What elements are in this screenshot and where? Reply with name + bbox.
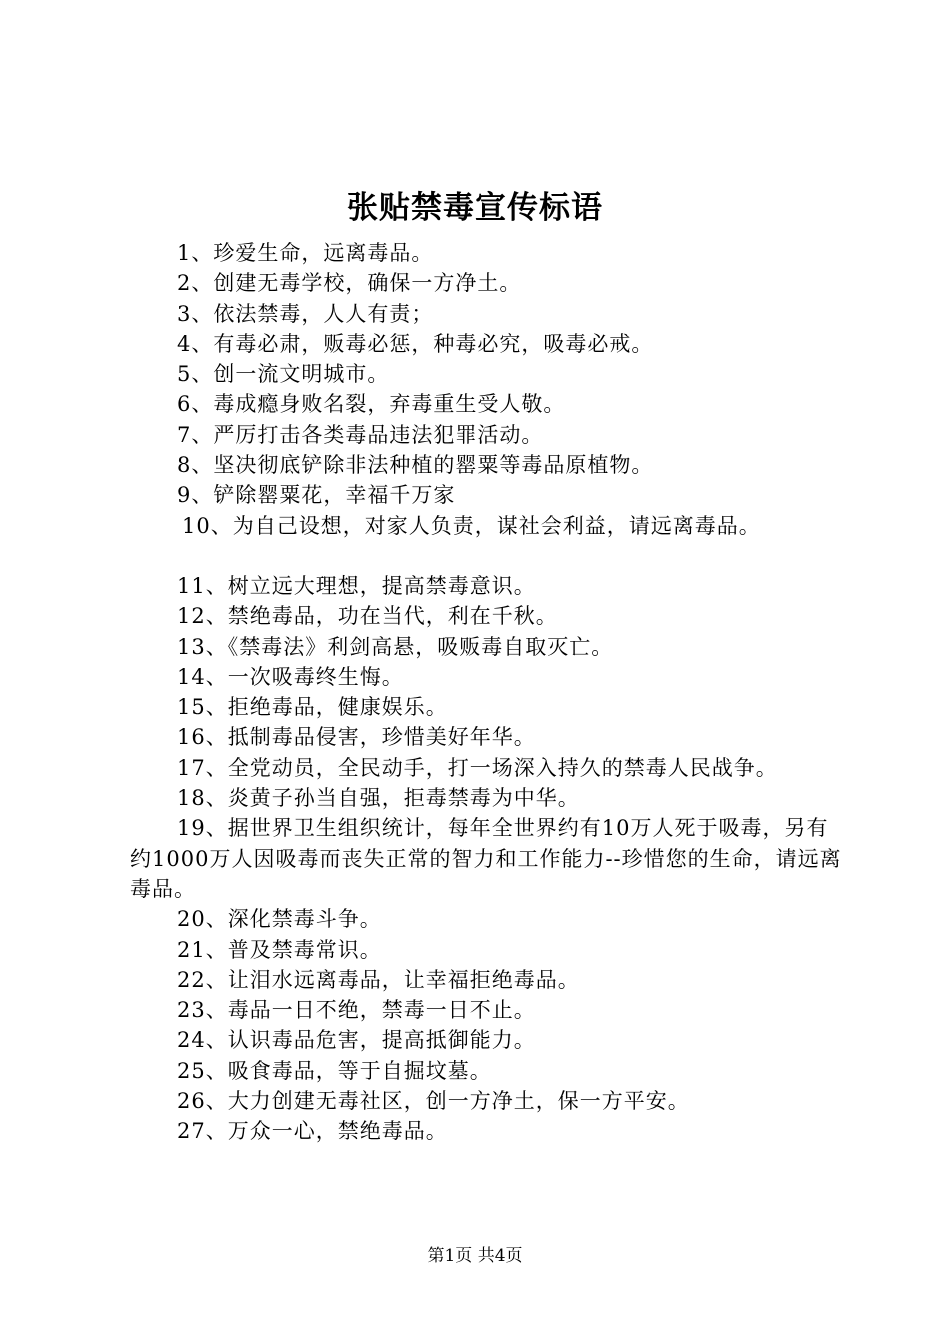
slogan-item: 25、吸食毒品，等于自掘坟墓。 <box>177 1058 492 1083</box>
slogan-item: 12、禁绝毒品，功在当代，利在千秋。 <box>177 604 558 629</box>
slogan-item: 17、全党动员，全民动手，打一场深入持久的禁毒人民战争。 <box>177 755 778 780</box>
slogan-item: 16、抵制毒品侵害，珍惜美好年华。 <box>177 725 536 750</box>
page-indicator: 第1页 共4页 <box>427 1246 523 1266</box>
slogan-item: 10、为自己设想，对家人负责，谋社会利益，请远离毒品。 <box>182 513 761 538</box>
slogan-item: 7、严厉打击各类毒品违法犯罪活动。 <box>177 422 544 447</box>
slogan-item: 9、铲除罂粟花，幸福千万家 <box>177 483 456 508</box>
slogan-item: 18、炎黄子孙当自强，拒毒禁毒为中华。 <box>177 786 580 811</box>
slogan-item: 26、大力创建无毒社区，创一方净土，保一方平安。 <box>177 1089 690 1114</box>
blank-line <box>130 541 845 571</box>
slogan-item: 23、毒品一日不绝，禁毒一日不止。 <box>177 998 536 1023</box>
slogan-item: 15、拒绝毒品，健康娱乐。 <box>177 695 448 720</box>
slogan-item: 2、创建无毒学校，确保一方净土。 <box>177 271 522 296</box>
slogan-item: 22、让泪水远离毒品，让幸福拒绝毒品。 <box>177 967 580 992</box>
slogan-item: 21、普及禁毒常识。 <box>177 937 382 962</box>
slogan-item: 8、坚决彻底铲除非法种植的罂粟等毒品原植物。 <box>177 453 654 478</box>
slogan-item: 11、树立远大理想，提高禁毒意识。 <box>177 573 536 598</box>
slogan-list <box>130 238 845 1147</box>
slogan-item: 19、据世界卫生组织统计，每年全世界约有10万人死于吸毒，另有约1000万人因吸毒而丧失正常的智力和工作能力--珍惜您的生命，请远离毒品。 <box>130 816 842 901</box>
slogan-item: 13、《禁毒法》利剑高悬，吸贩毒自取灭亡。 <box>177 634 614 659</box>
slogan-item: 3、依法禁毒，人人有责； <box>177 301 434 326</box>
slogan-item: 24、认识毒品危害，提高抵御能力。 <box>177 1028 536 1053</box>
slogan-item: 20、深化禁毒斗争。 <box>177 907 382 932</box>
document-title: 张贴禁毒宣传标语 <box>347 190 603 226</box>
slogan-item: 6、毒成瘾身败名裂，弃毒重生受人敬。 <box>177 392 566 417</box>
slogan-item: 27、万众一心，禁绝毒品。 <box>177 1119 448 1144</box>
slogan-item: 1、珍爱生命，远离毒品。 <box>177 241 434 265</box>
slogan-item: 4、有毒必肃，贩毒必惩，种毒必究，吸毒必戒。 <box>177 331 654 356</box>
slogan-item: 5、创一流文明城市。 <box>177 362 390 387</box>
slogan-item: 14、一次吸毒终生悔。 <box>177 664 404 689</box>
